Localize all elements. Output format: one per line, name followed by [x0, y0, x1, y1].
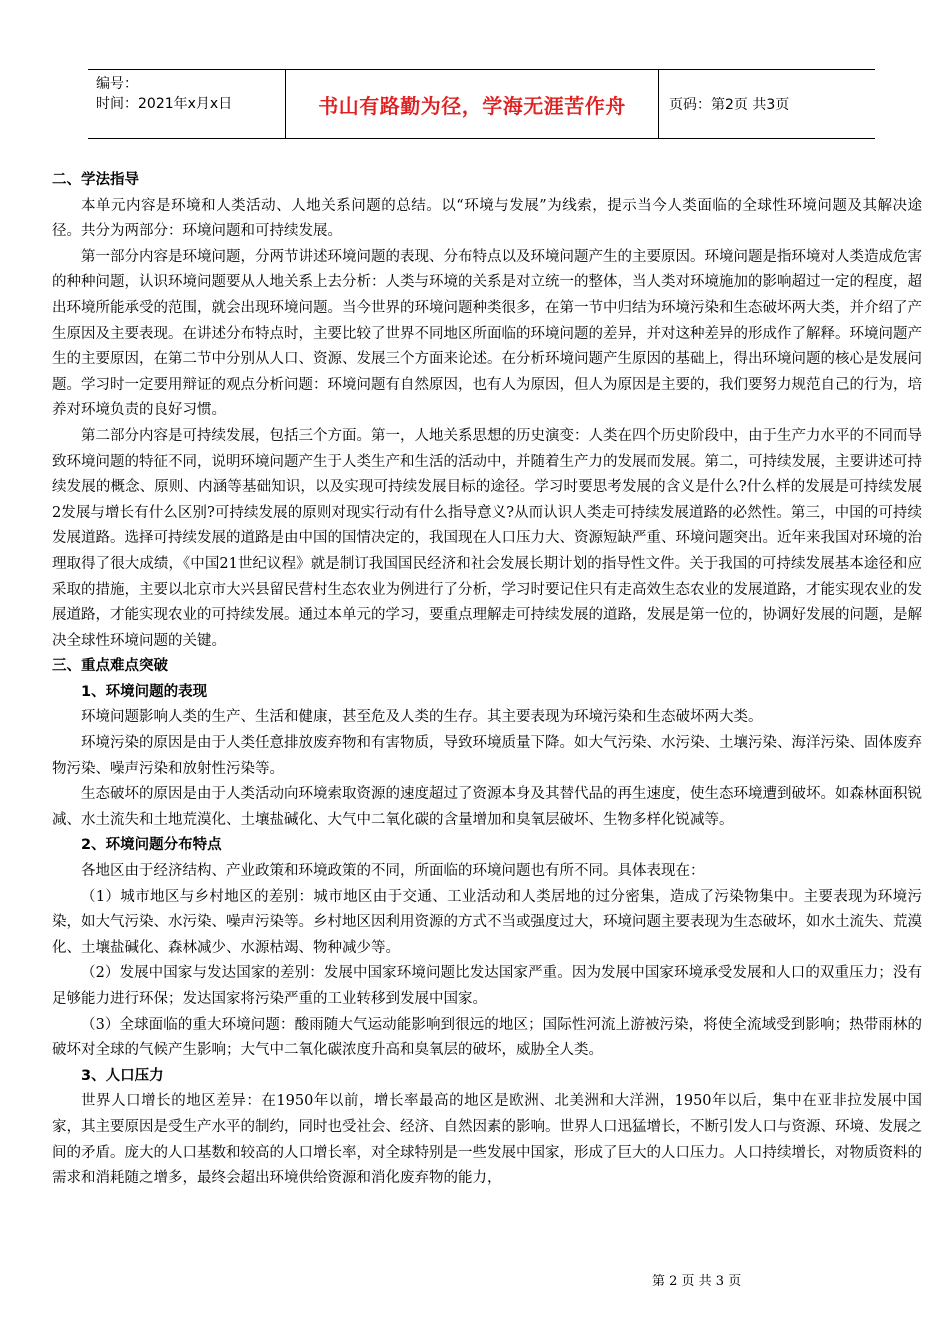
paragraph: 环境污染的原因是由于人类任意排放废弃物和有害物质，导致环境质量下降。如大气污染、水污染、土壤污染、海洋污染、固体废弃物污染、噪声污染和放射性污染等。 [52, 735, 922, 777]
page-footer: 第 2 页 共 3 页 [652, 1274, 742, 1289]
header-page-label: 页码：第2页 共3页 [669, 97, 790, 113]
paragraph: 第一部分内容是环境问题，分两节讲述环境问题的表现、分布特点以及环境问题产生的主要原因。环境问题是指环境对人类造成危害的种种问题，认识环境问题要从人地关系上去分析：人类与环境的关系是对立统一的整体，当人类对环境施加的影响超过一定的程度，超出环境所能承受的范围，就会出现环境问题。当今世界的环境问题种类很多，在第一节中归结为环境污染和生态破坏两大类，并介绍了产生原因及主要表现。在讲述分布特点时，主要比较了世界不同地区所面临的环境问题的差异，并对这种差异的形成作了解释。环境问题产生的主要原因，在第二节中分别从人口、资源、发展三个方面来论述。在分析环境问题产生原因的基础上，得出环境问题的核心是发展问题。学习时一定要用辩证的观点分析问题：环境问题有自然原因，也有人为原因，但人为原因是主要的，我们要努力规范自己的行为，培养对环境负责的良好习惯。 [52, 248, 922, 419]
list-item: （3）全球面临的重大环境问题：酸雨随大气运动能影响到很远的地区；国际性河流上游被污染，将使全流域受到影响；热带雨林的破坏对全球的气候产生影响；大气中二氧化碳浓度升高和臭氧层的破坏，威胁全人类。 [52, 1016, 922, 1059]
list-item: （2）发展中国家与发达国家的差别：发展中国家环境问题比发达国家严重。因为发展中国家环境承受发展和人口的双重压力；没有足够能力进行环保；发达国家将污染严重的工业转移到发展中国家。 [52, 965, 922, 1007]
subsection-heading: 2、环境问题分布特点 [81, 837, 222, 854]
list-item: （1）城市地区与乡村地区的差别：城市地区由于交通、工业活动和人类居地的过分密集，造成了污染物集中。主要表现为环境污染，如大气污染、水污染、噪声污染等。乡村地区因利用资源的方式不当或强度过大，环境问题主要表现为生态破坏，如水土流失、荒漠化、土壤盐碱化、森林减少、水源枯竭、物种减少等。 [52, 888, 922, 956]
paragraph: 世界人口增长的地区差异：在1950年以前，增长率最高的地区是欧洲、北美洲和大洋洲，1950年以后，集中在亚非拉发展中国家，其主要原因是受生产水平的制约，同时也受社会、经济、自然因素的影响。世界人口迅猛增长，不断引发人口与资源、环境、发展之间的矛盾。庞大的人口基数和较高的人口增长率，对全球特别是一些发展中国家，形成了巨大的人口压力。人口持续增长，对物质资料的需求和消耗随之增多，最终会超出环境供给资源和消化废弃物的能力， [52, 1093, 922, 1187]
section-heading: 三、重点难点突破 [52, 658, 168, 675]
paragraph: 环境问题影响人类的生产、生活和健康，甚至危及人类的生存。其主要表现为环境污染和生态破坏两大类。 [81, 709, 763, 726]
section-heading: 二、学法指导 [52, 172, 139, 188]
paragraph: 生态破坏的原因是由于人类活动向环境索取资源的速度超过了资源本身及其替代品的再生速度，使生态环境遭到破坏。如森林面积锐减、水土流失和土地荒漠化、土壤盐碱化、大气中二氧化碳的含量增加和臭氧层破坏、生物多样化锐减等。 [52, 786, 922, 828]
document-body [52, 168, 922, 1192]
header-meta [88, 70, 286, 138]
subsection-heading: 1、环境问题的表现 [81, 683, 208, 700]
page-header [88, 69, 875, 139]
paragraph: 各地区由于经济结构、产业政策和环境政策的不同，所面临的环境问题也有所不同。具体表现在： [81, 863, 705, 880]
header-motto: 书山有路勤为径，学海无涯苦作舟 [286, 70, 659, 138]
document-number-label: 编号： [96, 76, 138, 92]
subsection-heading: 3、人口压力 [81, 1067, 164, 1084]
paragraph: 本单元内容是环境和人类活动、人地关系问题的总结。以“环境与发展”为线索，提示当今人类面临的全球性环境问题及其解决途径。共分为两部分：环境问题和可持续发展。 [52, 197, 922, 240]
paragraph: 第二部分内容是可持续发展，包括三个方面。第一，人地关系思想的历史演变：人类在四个历史阶段中，由于生产力水平的不同而导致环境问题的特征不同，说明环境问题产生于人类生产和生活的活动中，并随着生产力的发展而发展。第二，可持续发展，主要讲述可持续发展的概念、原则、内涵等基础知识，以及实现可持续发展目标的途径。学习时要思考发展的含义是什么?什么样的发展是可持续发展2发展与增长有什么区别?可持续发展的原则对现实行动有什么指导意义?从而认识人类走可持续发展道路的必然性。第三，中国的可持续发展道路。选择可持续发展的道路是由中国的国情决定的，我国现在人口压力大、资源短缺严重、环境问题突出。近年来我国对环境的治理取得了很大成绩，《中国21世纪议程》就是制订我国国民经济和社会发展长期计划的指导性文件。关于我国的可持续发展基本途径和应采取的措施，主要以北京市大兴县留民营村生态农业为例进行了分析，学习时要记住只有走高效生态农业的发展道路，才能实现农业的发展道路，才能实现农业的可持续发展。通过本单元的学习，要重点理解走可持续发展的道路，发展是第一位的，协调好发展的问题，是解决全球性环境问题的关键。 [52, 427, 922, 649]
document-time-label: 时间：2021年x月x日 [96, 96, 233, 112]
